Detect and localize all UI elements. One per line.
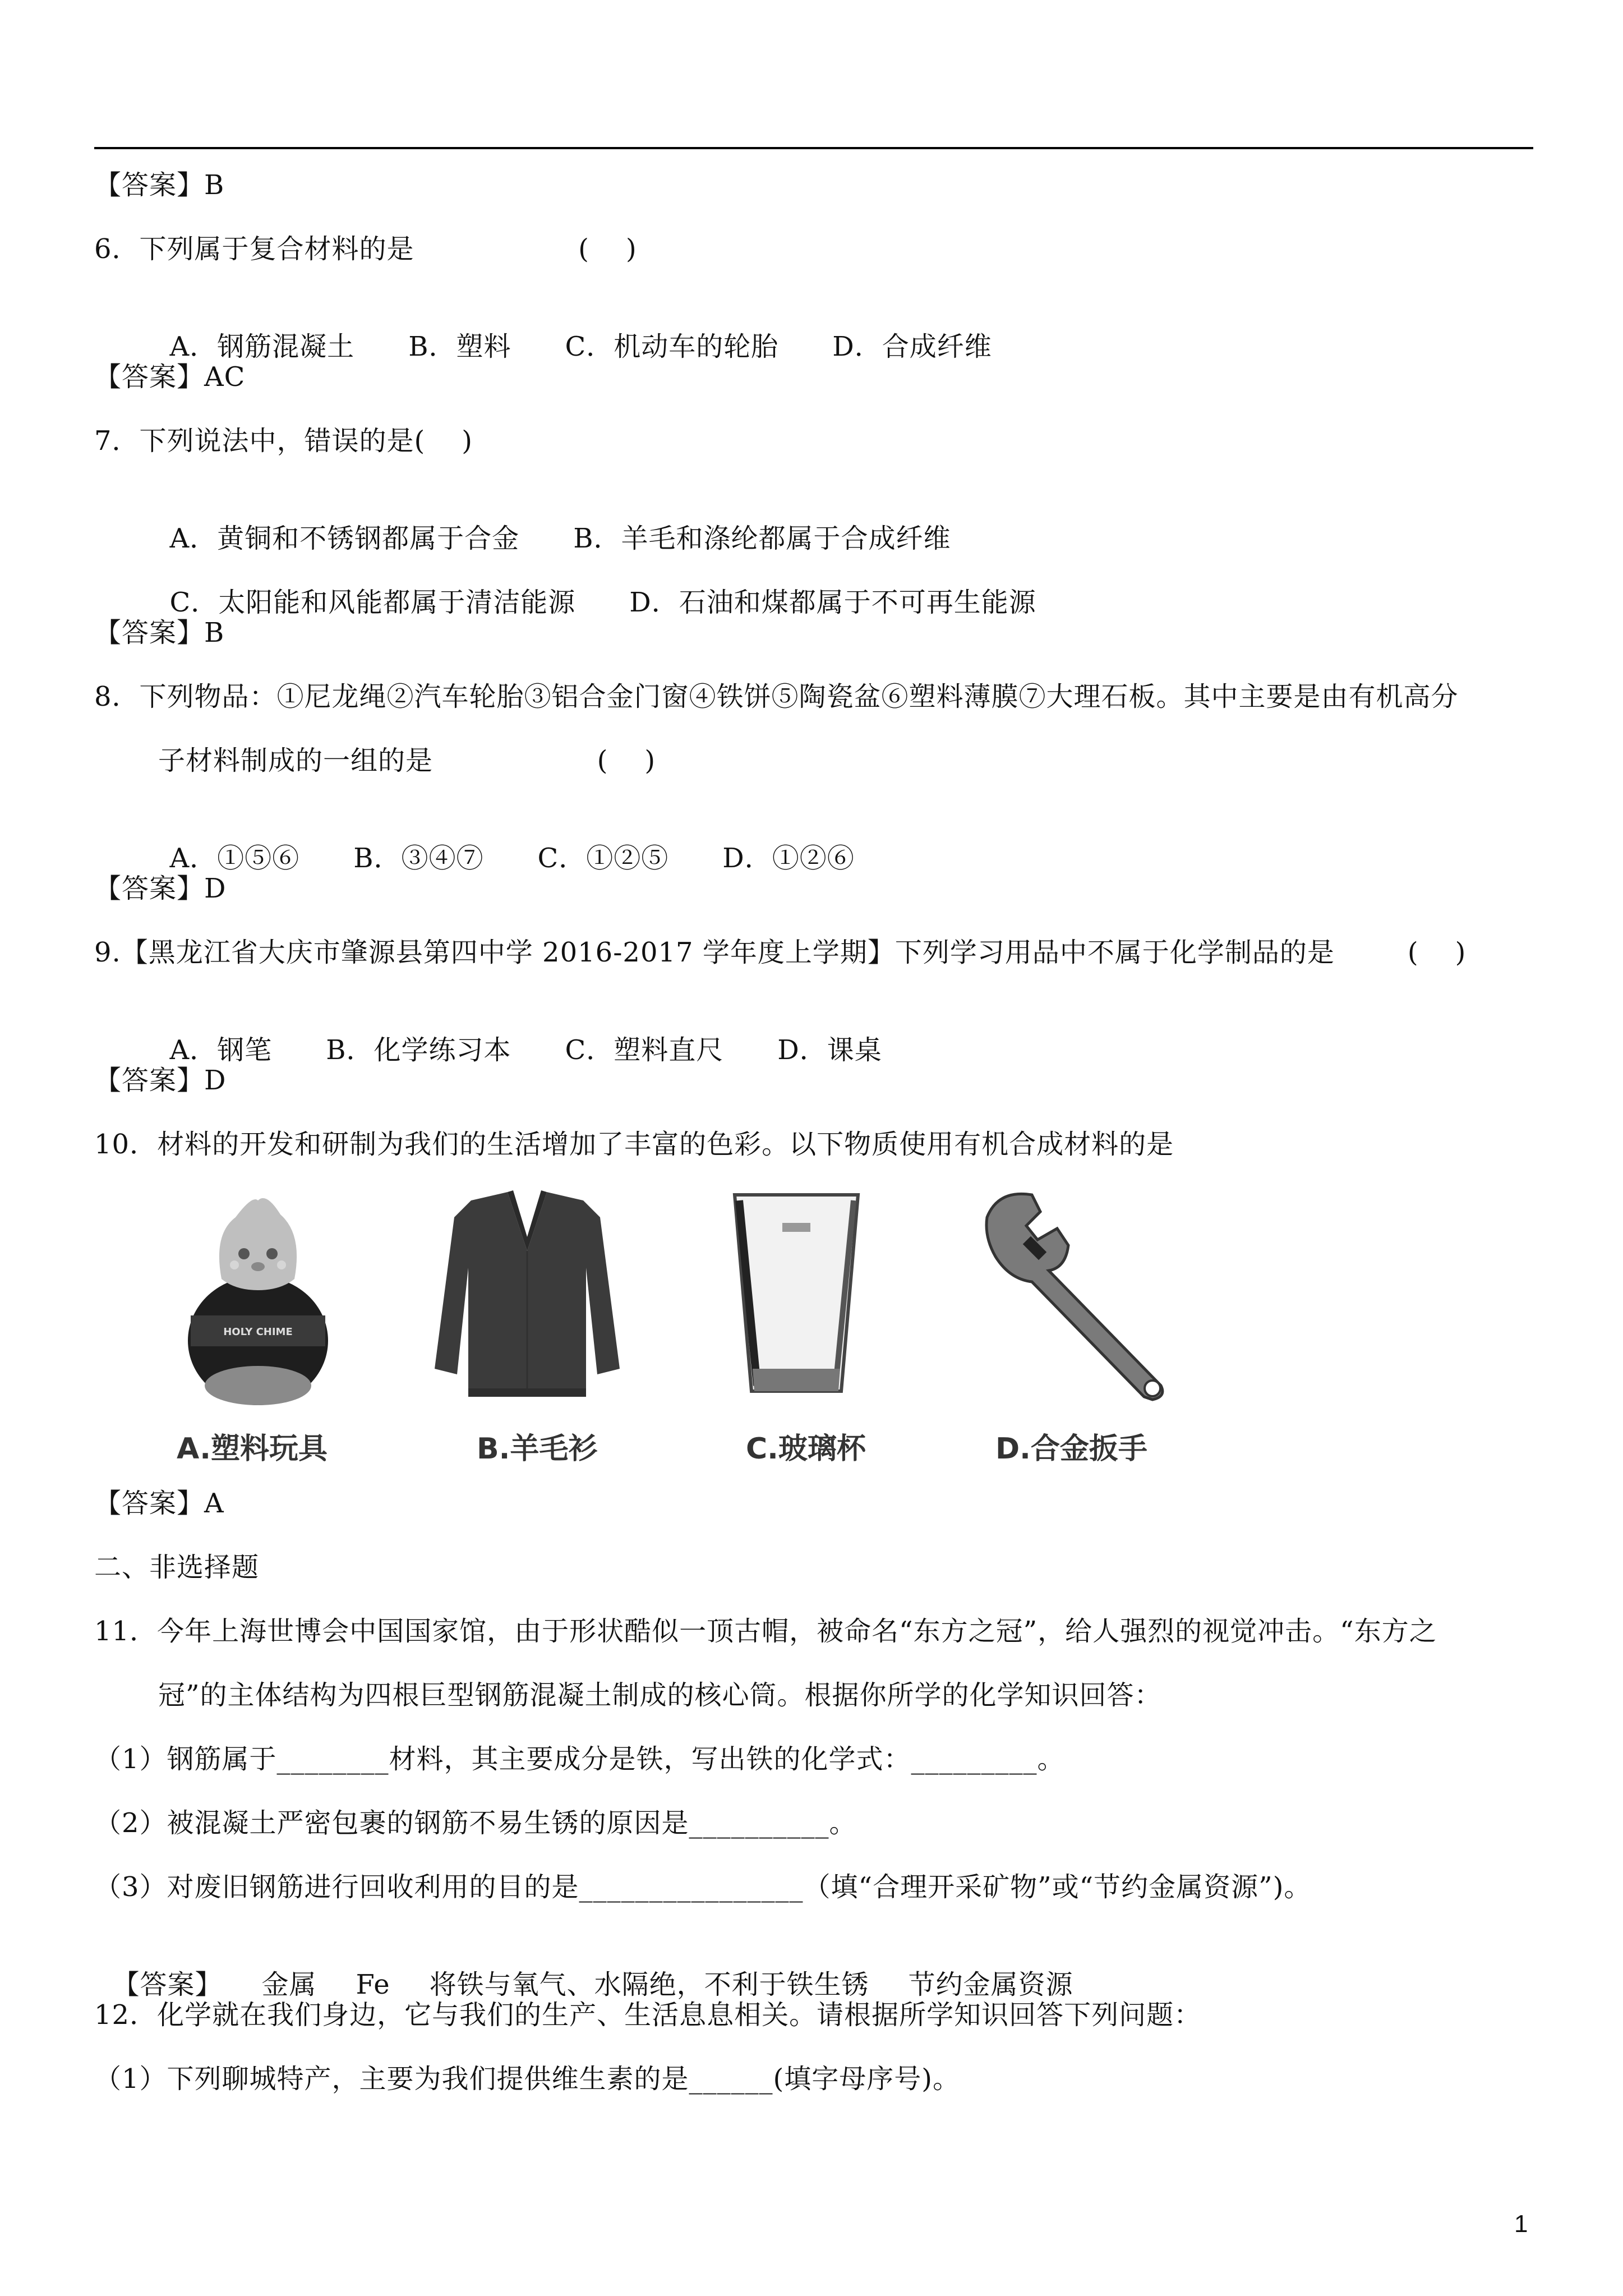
caption-d: D.合金扳手 xyxy=(995,1432,1147,1466)
q11-sub3: （3）对废旧钢筋进行回收利用的目的是________________（填“合理开采矿物”或“节约金属资源”)。 xyxy=(94,1871,1312,1903)
answer-part-1: 金属 xyxy=(261,1969,317,2000)
q8-option-d: D．①②⑥ xyxy=(722,843,855,874)
q9-option-d: D．课桌 xyxy=(777,1034,882,1066)
answer-part-4: 节约金属资源 xyxy=(908,1969,1073,2000)
figure-plastic-toy xyxy=(168,1184,348,1408)
glass-cup-image xyxy=(723,1184,869,1408)
figure-glass-cup xyxy=(723,1184,869,1408)
q10-figures xyxy=(0,1184,1623,1475)
caption-c: C.玻璃杯 xyxy=(746,1432,866,1466)
toy-label: HOLY CHIME xyxy=(223,1326,293,1338)
header-rule xyxy=(94,147,1533,149)
q9-stem: 9.【黑龙江省大庆市肇源县第四中学 2016-2017 学年度上学期】下列学习用品中不属于化学制品的是 ( ) xyxy=(94,937,1467,968)
q11-sub1: （1）钢筋属于________材料，其主要成分是铁，写出铁的化学式：_________。 xyxy=(94,1743,1065,1775)
q9-option-a: A．钢笔 xyxy=(169,1034,273,1066)
wool-sweater-image xyxy=(426,1184,628,1408)
q8-option-b: B．③④⑦ xyxy=(353,843,484,874)
q7-option-d: D．石油和煤都属于不可再生能源 xyxy=(629,587,1036,618)
q11-stem-line2: 冠”的主体结构为四根巨型钢筋混凝土制成的核心筒。根据你所学的化学知识回答： xyxy=(158,1680,1162,1711)
q9-option-b: B．化学练习本 xyxy=(326,1034,511,1066)
q6-option-a: A．钢筋混凝土 xyxy=(169,331,355,362)
answer-q7: 【答案】B xyxy=(94,617,225,648)
q12-sub1: （1）下列聊城特产，主要为我们提供维生素的是______(填字母序号)。 xyxy=(94,2063,960,2095)
q6-stem: 6．下列属于复合材料的是 ( ) xyxy=(94,233,637,265)
answer-part-3: 将铁与氧气、水隔绝，不利于铁生锈 xyxy=(429,1969,869,2000)
q6-option-c: C．机动车的轮胎 xyxy=(565,331,779,362)
answer-q9: 【答案】D xyxy=(94,1065,227,1096)
section-heading: 二、非选择题 xyxy=(94,1552,260,1583)
answer-q5: 【答案】B xyxy=(94,169,225,201)
answer-q11 xyxy=(94,1934,1073,2001)
q10-stem: 10．材料的开发和研制为我们的生活增加了丰富的色彩。以下物质使用有机合成材料的是 xyxy=(94,1129,1174,1160)
plastic-toy-image xyxy=(168,1184,348,1408)
caption-a: A.塑料玩具 xyxy=(177,1432,328,1466)
q8-option-a: A．①⑤⑥ xyxy=(169,843,300,874)
q6-option-d: D．合成纤维 xyxy=(832,331,992,362)
q9-option-c: C．塑料直尺 xyxy=(565,1034,724,1066)
q7-option-a: A．黄铜和不锈钢都属于合金 xyxy=(169,523,520,554)
q8-options xyxy=(151,808,855,875)
answer-q6: 【答案】AC xyxy=(94,361,246,393)
q12-stem: 12．化学就在我们身边，它与我们的生产、生活息息相关。请根据所学知识回答下列问题： xyxy=(94,1999,1202,2031)
answer-q10: 【答案】A xyxy=(94,1488,224,1519)
answer-q8: 【答案】D xyxy=(94,873,227,904)
wrench-image xyxy=(976,1184,1178,1408)
q11-stem-line1: 11．今年上海世博会中国国家馆，由于形状酷似一顶古帽，被命名“东方之冠”，给人强烈的视觉冲击。“东方之 xyxy=(94,1616,1437,1647)
answer-label: 【答案】 xyxy=(112,1969,223,2000)
caption-b: B.羊毛衫 xyxy=(477,1432,598,1466)
q6-options xyxy=(151,296,992,364)
q7-stem: 7．下列说法中，错误的是( ) xyxy=(94,425,473,457)
q7-options-row1 xyxy=(151,488,951,555)
q9-options xyxy=(151,1000,882,1067)
q8-stem-line2: 子材料制成的一组的是 ( ) xyxy=(158,745,656,776)
q7-option-c: C．太阳能和风能都属于清洁能源 xyxy=(169,587,576,618)
q8-stem-line1: 8．下列物品：①尼龙绳②汽车轮胎③铝合金门窗④铁饼⑤陶瓷盆⑥塑料薄膜⑦大理石板。其中主要是由有机高分 xyxy=(94,681,1459,712)
q11-sub2: （2）被混凝土严密包裹的钢筋不易生锈的原因是__________。 xyxy=(94,1807,857,1839)
figure-alloy-wrench xyxy=(976,1184,1178,1408)
q8-option-c: C．①②⑤ xyxy=(537,843,669,874)
answer-part-2: Fe xyxy=(356,1969,390,2000)
q7-options-row2 xyxy=(151,552,1036,619)
page-number: 1 xyxy=(1514,2210,1528,2238)
q6-option-b: B．塑料 xyxy=(408,331,511,362)
q7-option-b: B．羊毛和涤纶都属于合成纤维 xyxy=(573,523,951,554)
figure-wool-sweater xyxy=(426,1184,628,1408)
